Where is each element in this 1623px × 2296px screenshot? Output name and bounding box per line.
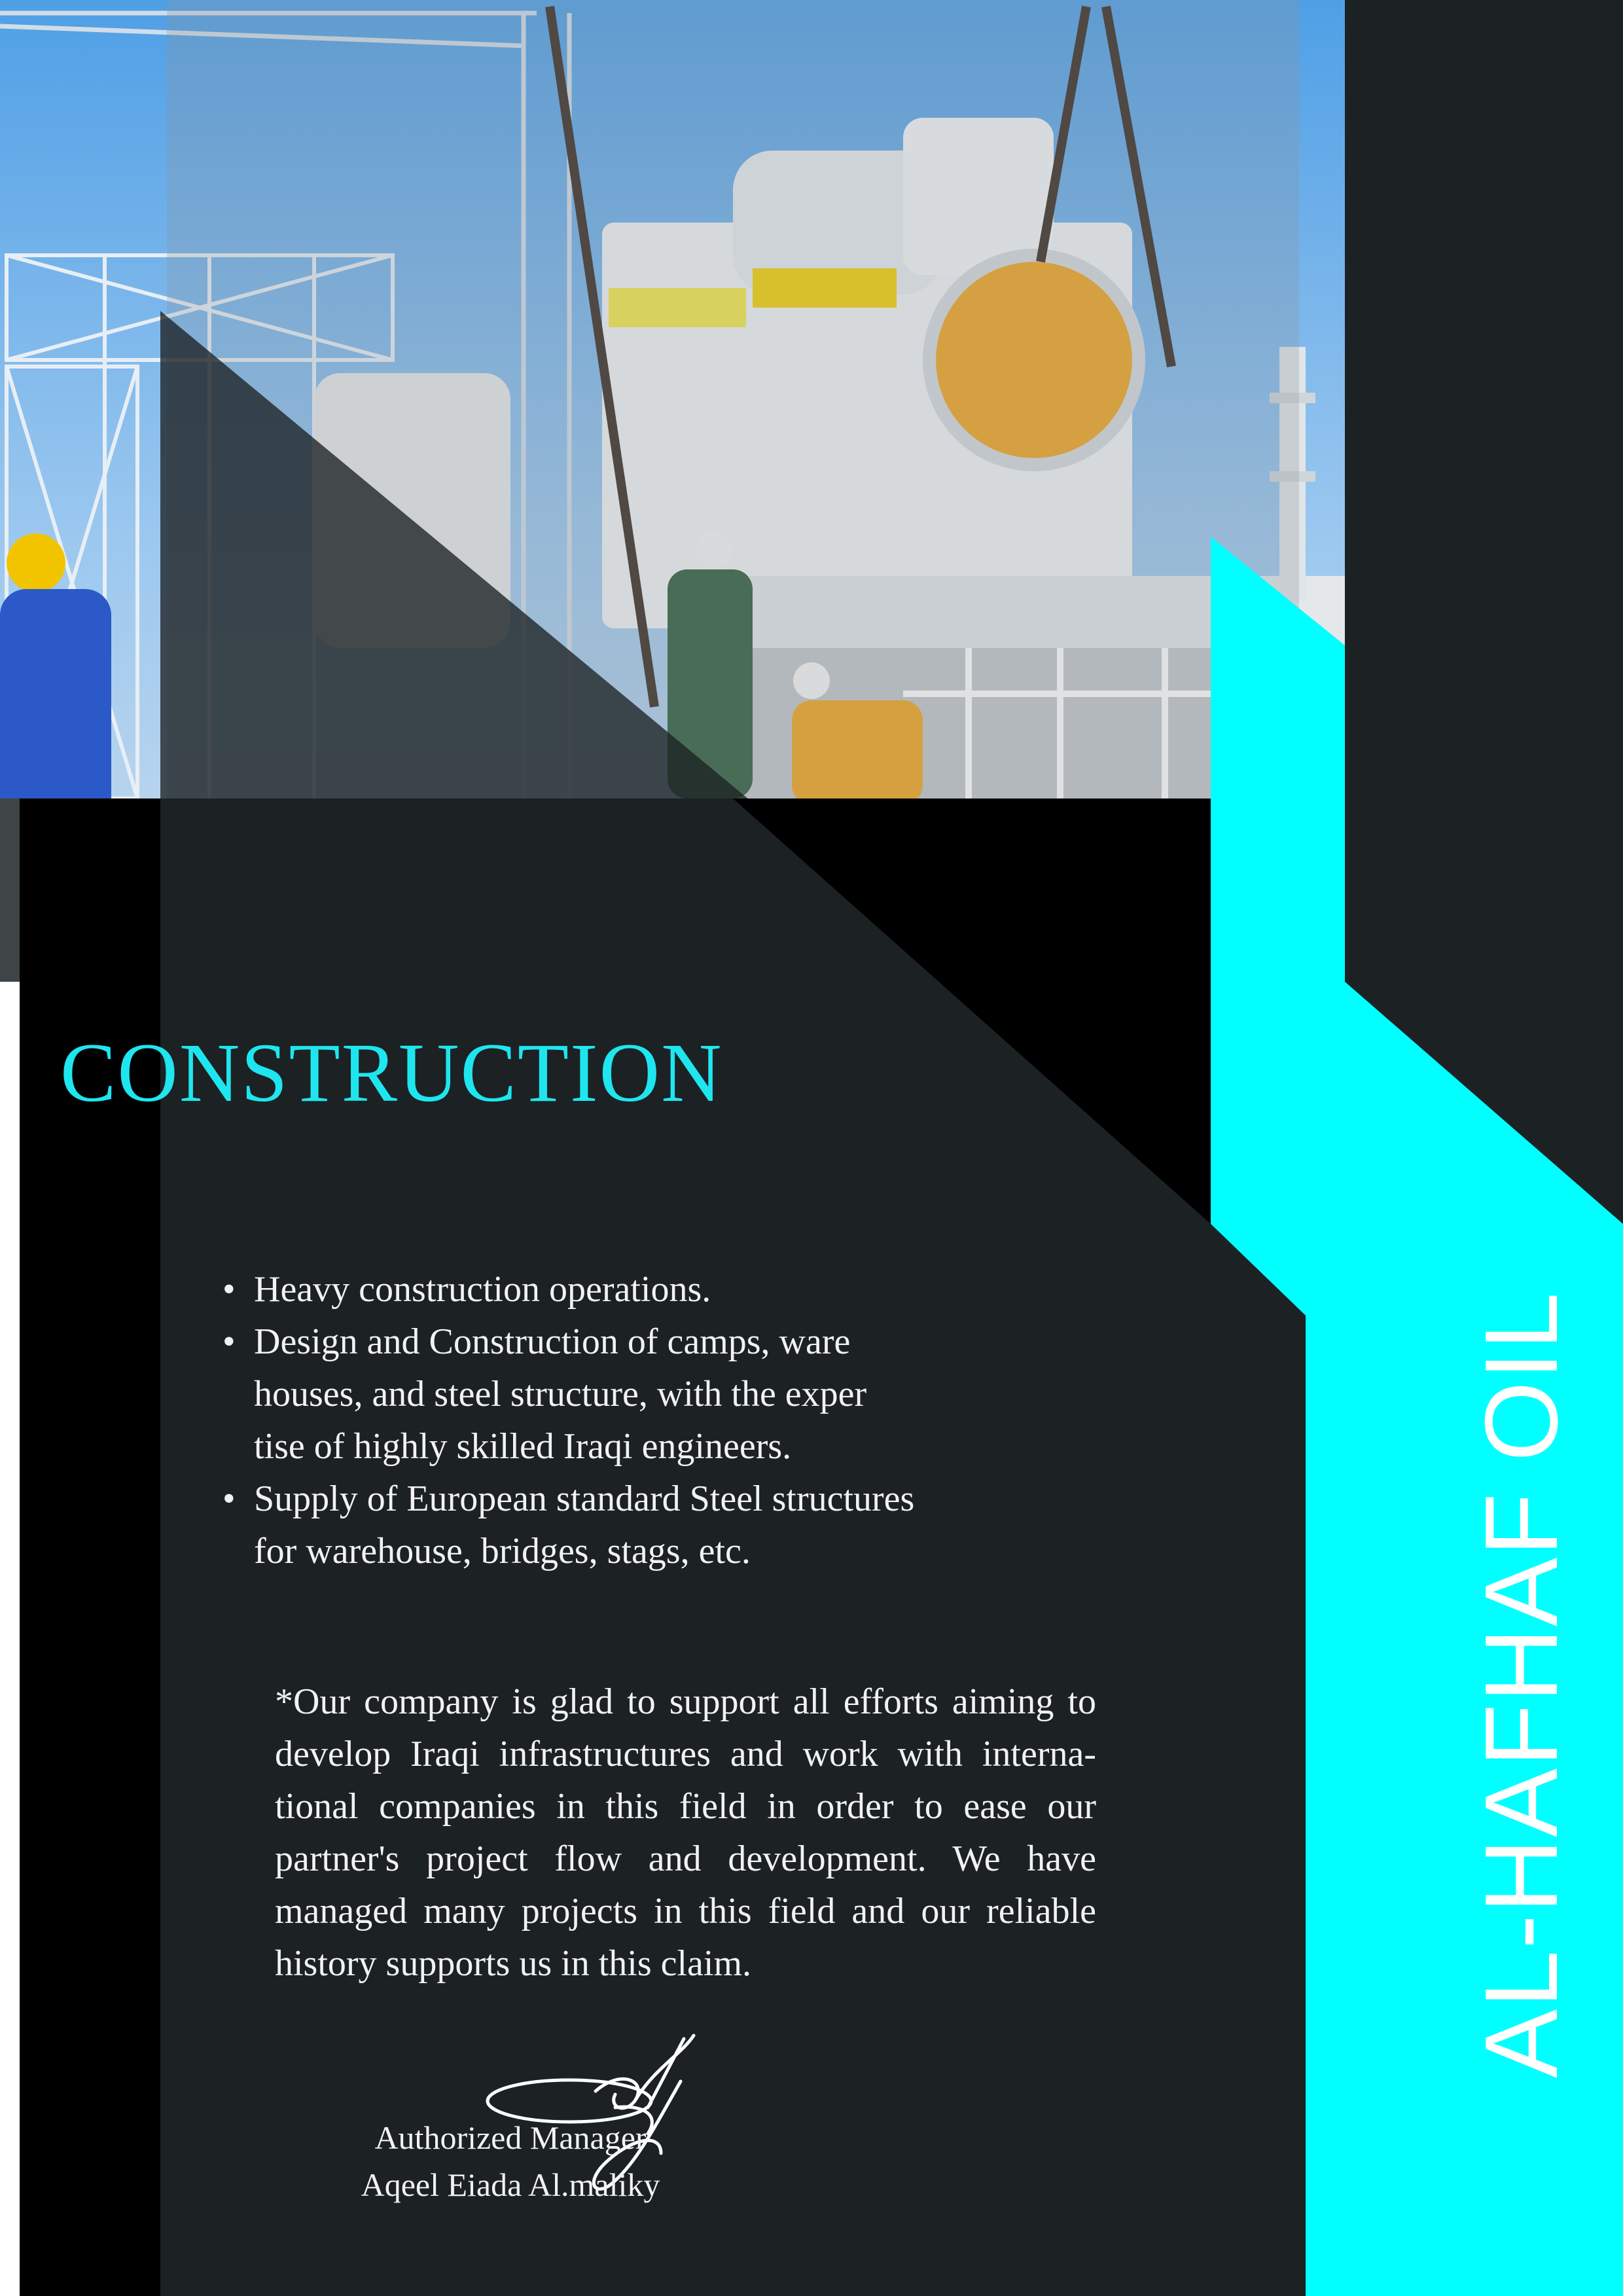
company-statement: *Our company is glad to support all efforts aiming to develop Iraqi infrastructures and work with interna-tional companies in this field in order to ease our partner's project flow and development. We have managed many projects in this field and our reliable history supports us in this claim. <box>275 1681 1096 1984</box>
list-item: • Design and Construction of camps, ware houses, and steel structure, with the exper tise of highly skilled Iraqi engineers. <box>223 1316 1034 1473</box>
signatory-role: Authorized Manager <box>374 2119 647 2156</box>
services-list <box>223 1263 1034 1577</box>
signatory-name: Aqeel Eiada Al.maliky <box>361 2166 660 2203</box>
page-title: CONSTRUCTION <box>60 1026 723 1119</box>
company-name-vertical: AL-HAFHAF OIL <box>1464 1291 1579 2078</box>
list-item: • Heavy construction operations. <box>223 1263 1034 1316</box>
list-item: • Supply of European standard Steel structures for warehouse, bridges, stags, etc. <box>223 1473 1034 1577</box>
signature-block <box>327 2114 694 2208</box>
